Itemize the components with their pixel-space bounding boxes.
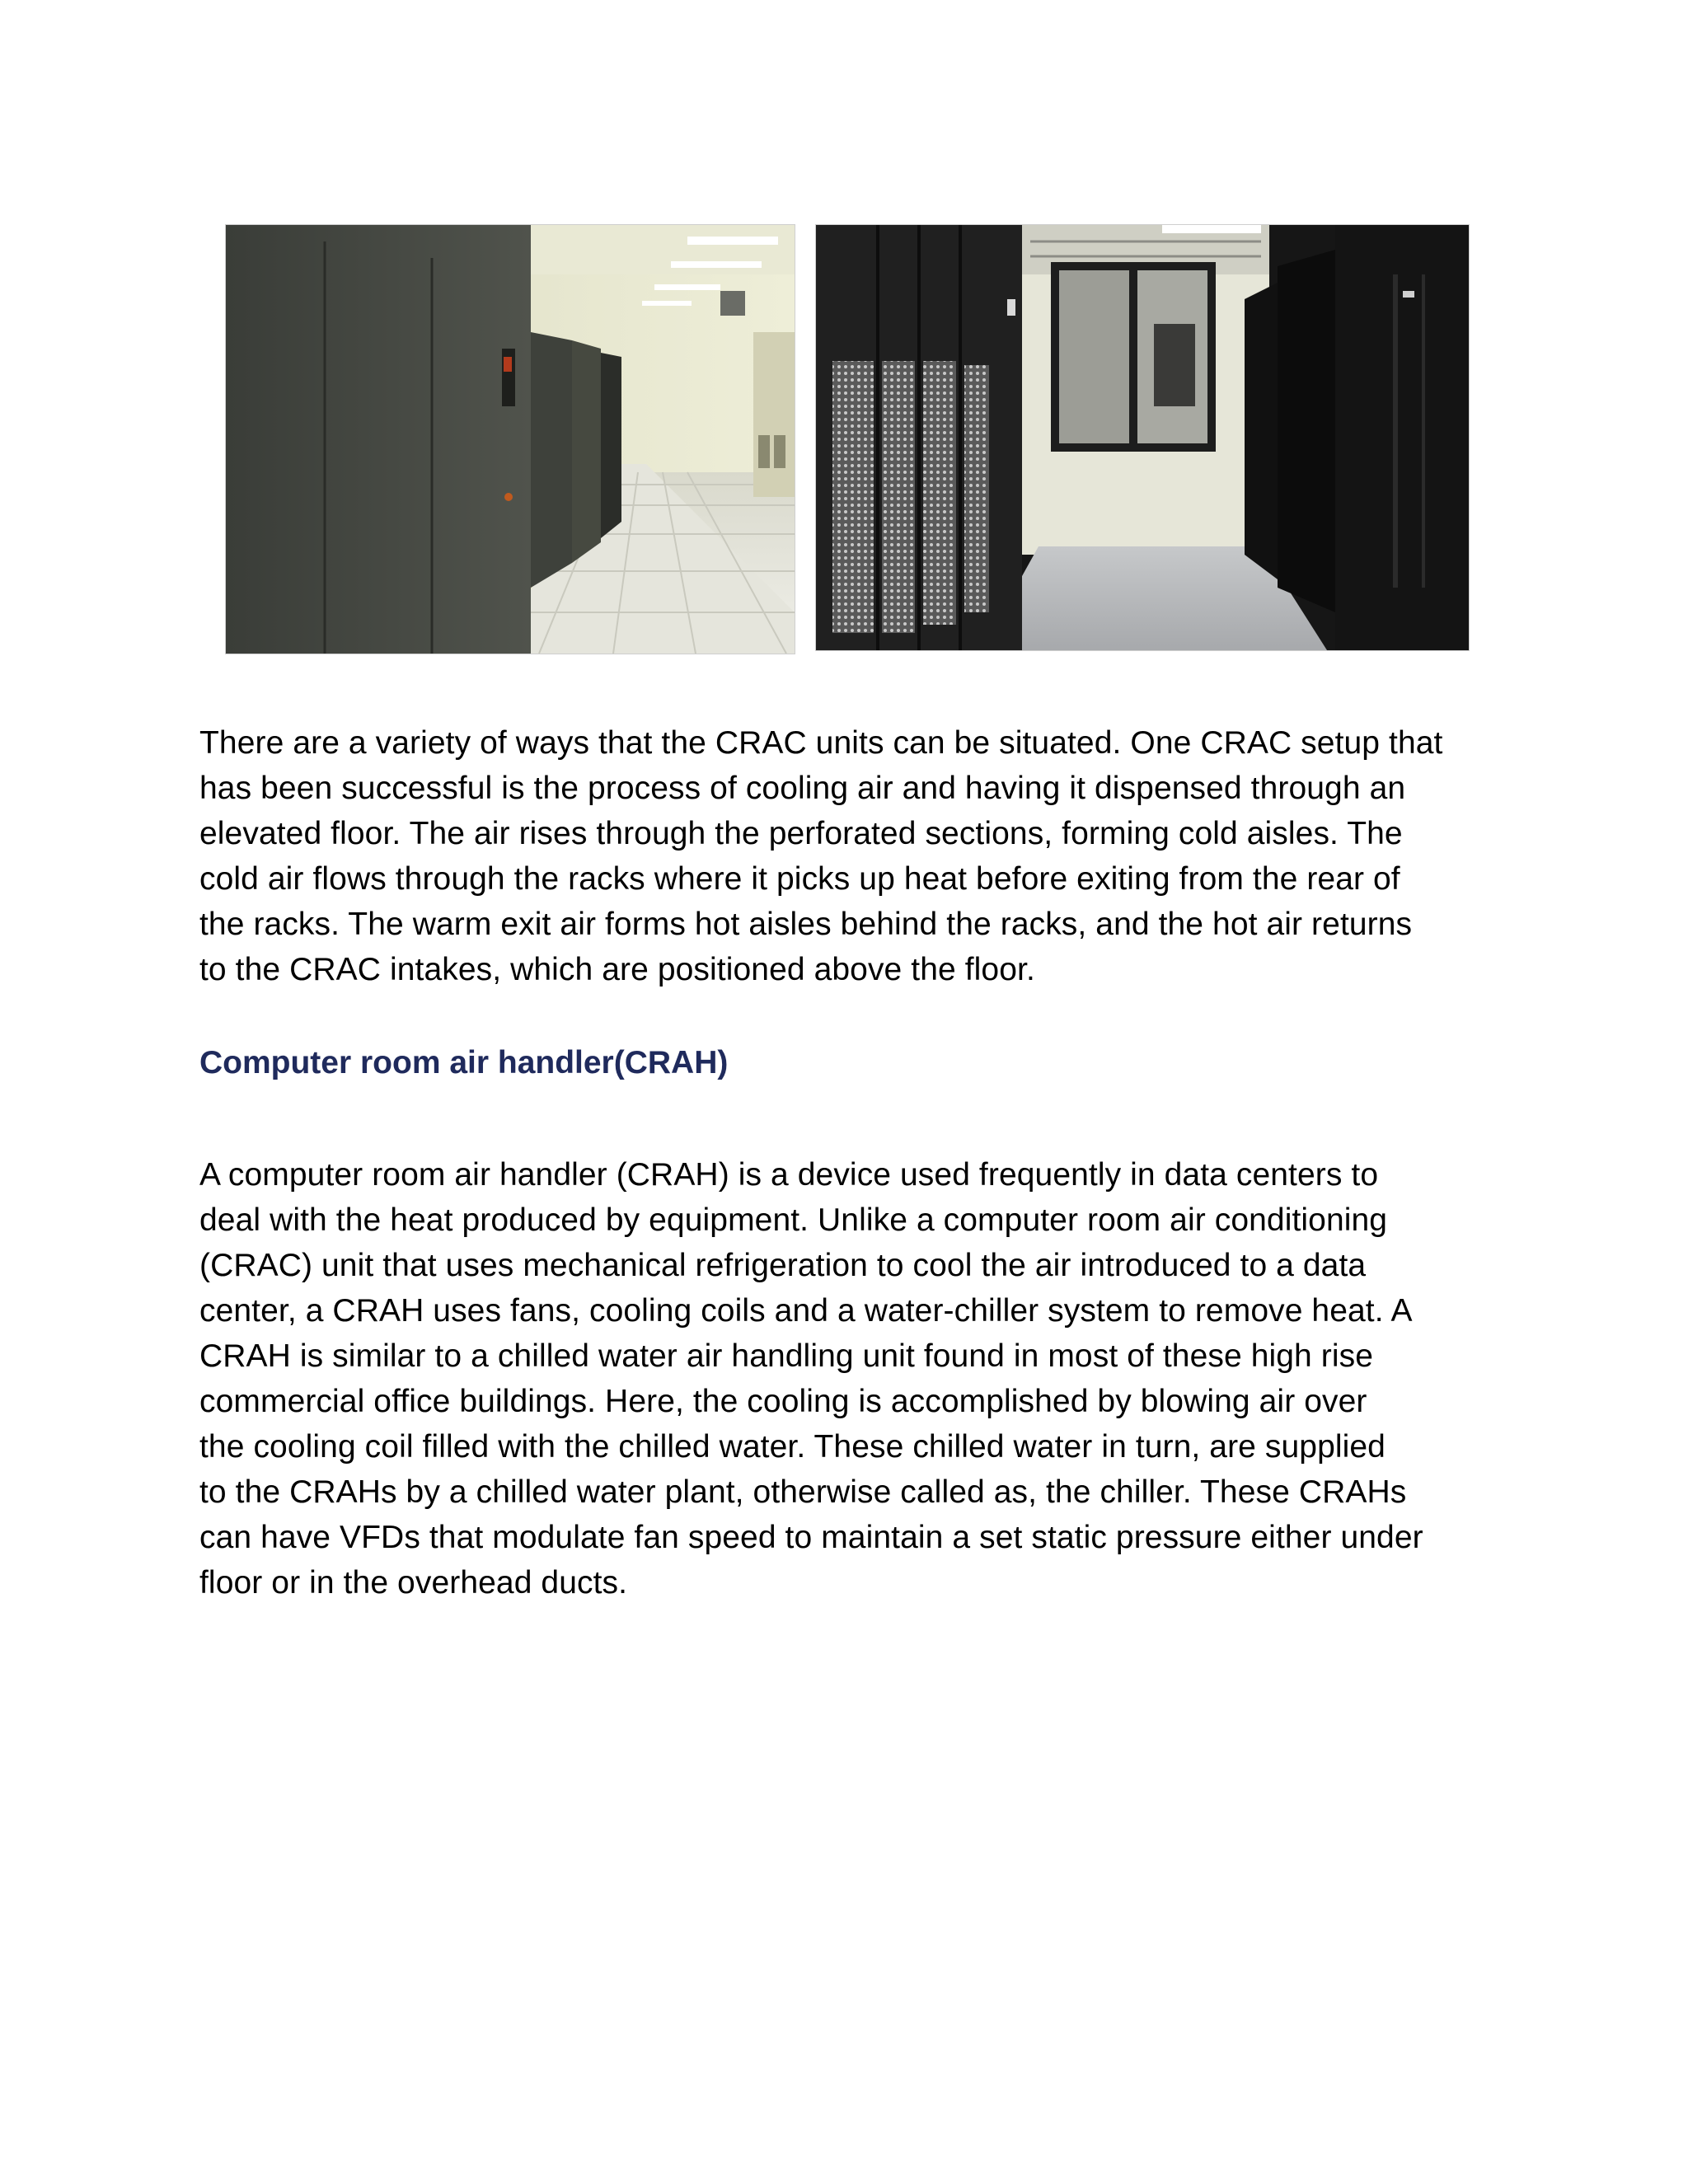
crah-units-photo	[816, 225, 1469, 650]
text-line: to the CRAHs by a chilled water plant, otherwise called as, the chiller. These CRAHs	[199, 1474, 1407, 1510]
text-line: elevated floor. The air rises through the perforated sections, forming cold aisles. The	[199, 816, 1403, 851]
paragraph-crah-description	[199, 1152, 1518, 1605]
text-line: center, a CRAH uses fans, cooling coils and a water-chiller system to remove heat. A	[199, 1293, 1413, 1329]
text-line: can have VFDs that modulate fan speed to maintain a set static pressure either under	[199, 1520, 1423, 1555]
text-line: CRAH is similar to a chilled water air handling unit found in most of these high rise	[199, 1338, 1374, 1374]
paragraph-crac-setup	[199, 720, 1518, 992]
text-line: cold air flows through the racks where it picks up heat before exiting from the rear of	[199, 861, 1400, 897]
text-line: (CRAC) unit that uses mechanical refrigeration to cool the air introduced to a data	[199, 1248, 1367, 1283]
section-heading: Computer room air handler(CRAH)	[199, 1045, 729, 1080]
text-line: commercial office buildings. Here, the cooling is accomplished by blowing air over	[199, 1384, 1367, 1419]
crac-units-photo	[226, 225, 795, 654]
text-line: deal with the heat produced by equipment. Unlike a computer room air conditioning	[199, 1202, 1388, 1238]
text-line: the racks. The warm exit air forms hot aisles behind the racks, and the hot air returns	[199, 907, 1413, 942]
text-line: There are a variety of ways that the CRAC units can be situated. One CRAC setup that	[199, 725, 1443, 761]
text-line: the cooling coil filled with the chilled water. These chilled water in turn, are supplied	[199, 1429, 1386, 1465]
text-line: A computer room air handler (CRAH) is a device used frequently in data centers to	[199, 1157, 1379, 1193]
text-line: to the CRAC intakes, which are positioned above the floor.	[199, 952, 1035, 987]
text-line: floor or in the overhead ducts.	[199, 1565, 628, 1601]
text-line: has been successful is the process of cooling air and having it dispensed through an	[199, 771, 1406, 806]
